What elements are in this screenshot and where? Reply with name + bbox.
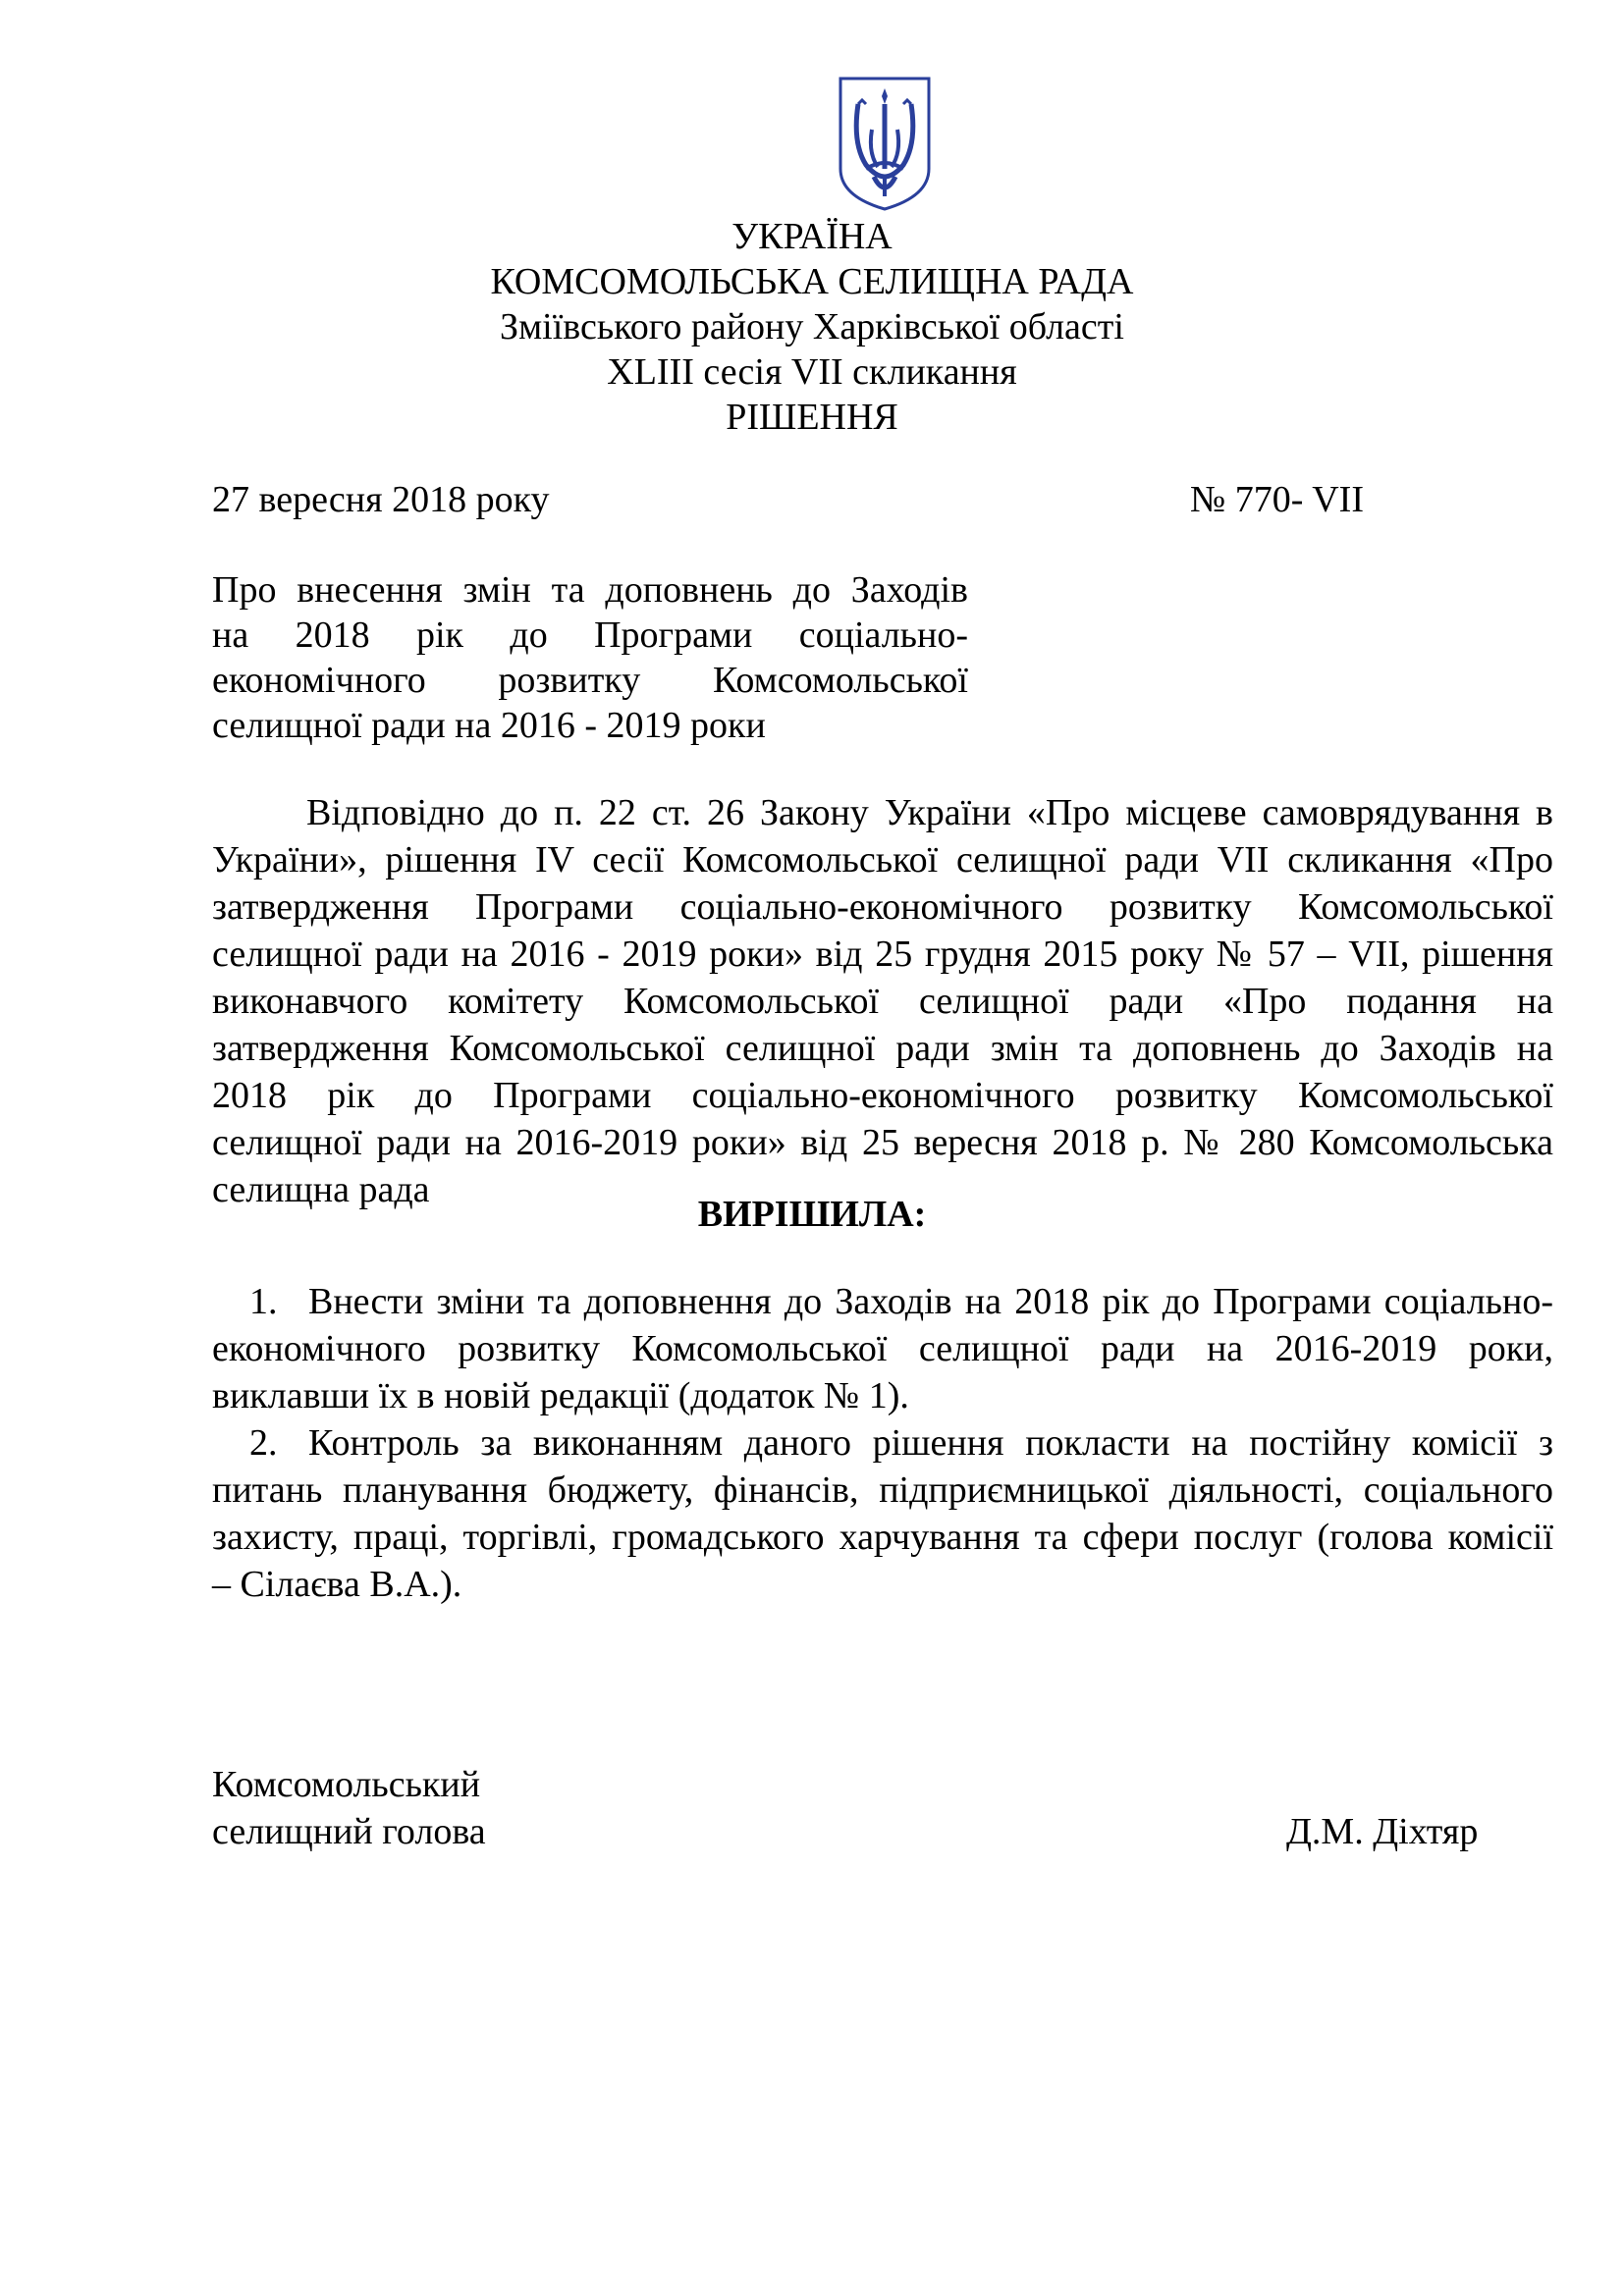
preamble-line: виконавчого комітету Комсомольської селищної ради «Про подання на	[212, 981, 1553, 1022]
decision-subject	[212, 567, 968, 748]
subject-line: економічного розвитку Комсомольської	[212, 660, 968, 701]
item-line: виклавши їх в новій редакції (додаток № 1).	[212, 1375, 909, 1416]
item-text: Контроль за виконанням даного рішення покласти на постійну комісії з	[308, 1422, 1553, 1464]
preamble-line: селищної ради на 2016 - 2019 роки» від 25 грудня 2015 року № 57 – VII, рішення	[212, 934, 1553, 975]
header-doc-type: РІШЕННЯ	[726, 397, 898, 438]
resolution-items	[212, 1278, 1553, 1608]
signature-title	[212, 1761, 486, 1855]
signature-title-line: селищний голова	[212, 1811, 486, 1852]
resolve-heading: ВИРІШИЛА:	[697, 1194, 927, 1235]
preamble-line: України», рішення IV сесії Комсомольської селищної ради VII скликання «Про	[212, 839, 1553, 881]
item-line: – Сілаєва В.А.).	[212, 1564, 462, 1605]
header-session: XLIII сесія VII скликання	[607, 351, 1017, 393]
preamble-line: селищна рада	[212, 1169, 430, 1210]
item-line: питань планування бюджету, фінансів, підприємницької діяльності, соціального	[212, 1469, 1553, 1511]
signature-title-line: Комсомольський	[212, 1764, 481, 1805]
preamble-line: 2018 рік до Програми соціально-економічного розвитку Комсомольської	[212, 1075, 1553, 1116]
item-line: економічного розвитку Комсомольської селищної ради на 2016-2019 роки,	[212, 1328, 1553, 1369]
preamble-line: селищної ради на 2016-2019 роки» від 25 вересня 2018 р. № 280 Комсомольська	[212, 1122, 1553, 1163]
preamble-line: Відповідно до п. 22 ст. 26 Закону України «Про місцеве самоврядування в	[306, 792, 1553, 833]
preamble-line: затвердження Комсомольської селищної ради змін та доповнень до Заходів на	[212, 1028, 1553, 1069]
item-number: 2.	[249, 1422, 278, 1464]
subject-line: селищної ради на 2016 - 2019 роки	[212, 705, 766, 746]
resolution-item	[212, 1278, 1553, 1419]
decision-date: 27 вересня 2018 року	[212, 479, 550, 520]
header-region: Зміївського району Харківської області	[500, 306, 1124, 347]
header-council: КОМСОМОЛЬСЬКА СЕЛИЩНА РАДА	[490, 261, 1134, 302]
coat-of-arms-icon	[837, 75, 933, 212]
preamble-line: затвердження Програми соціально-економічного розвитку Комсомольської	[212, 886, 1553, 928]
resolution-item	[212, 1419, 1553, 1608]
item-first-line	[212, 1419, 1553, 1467]
subject-line: на 2018 рік до Програми соціально-	[212, 614, 968, 656]
decision-number: № 770- VII	[1190, 479, 1364, 520]
item-line: захисту, праці, торгівлі, громадського харчування та сфери послуг (голова комісії	[212, 1517, 1553, 1558]
item-text: Внести зміни та доповнення до Заходів на 2018 рік до Програми соціально-	[308, 1281, 1553, 1322]
preamble-paragraph	[212, 789, 1553, 1213]
signature-name: Д.М. Діхтяр	[1286, 1811, 1479, 1852]
subject-line: Про внесення змін та доповнень до Заходів	[212, 569, 968, 611]
header-country: УКРАЇНА	[731, 216, 893, 257]
item-number: 1.	[249, 1281, 278, 1322]
item-first-line	[212, 1278, 1553, 1325]
